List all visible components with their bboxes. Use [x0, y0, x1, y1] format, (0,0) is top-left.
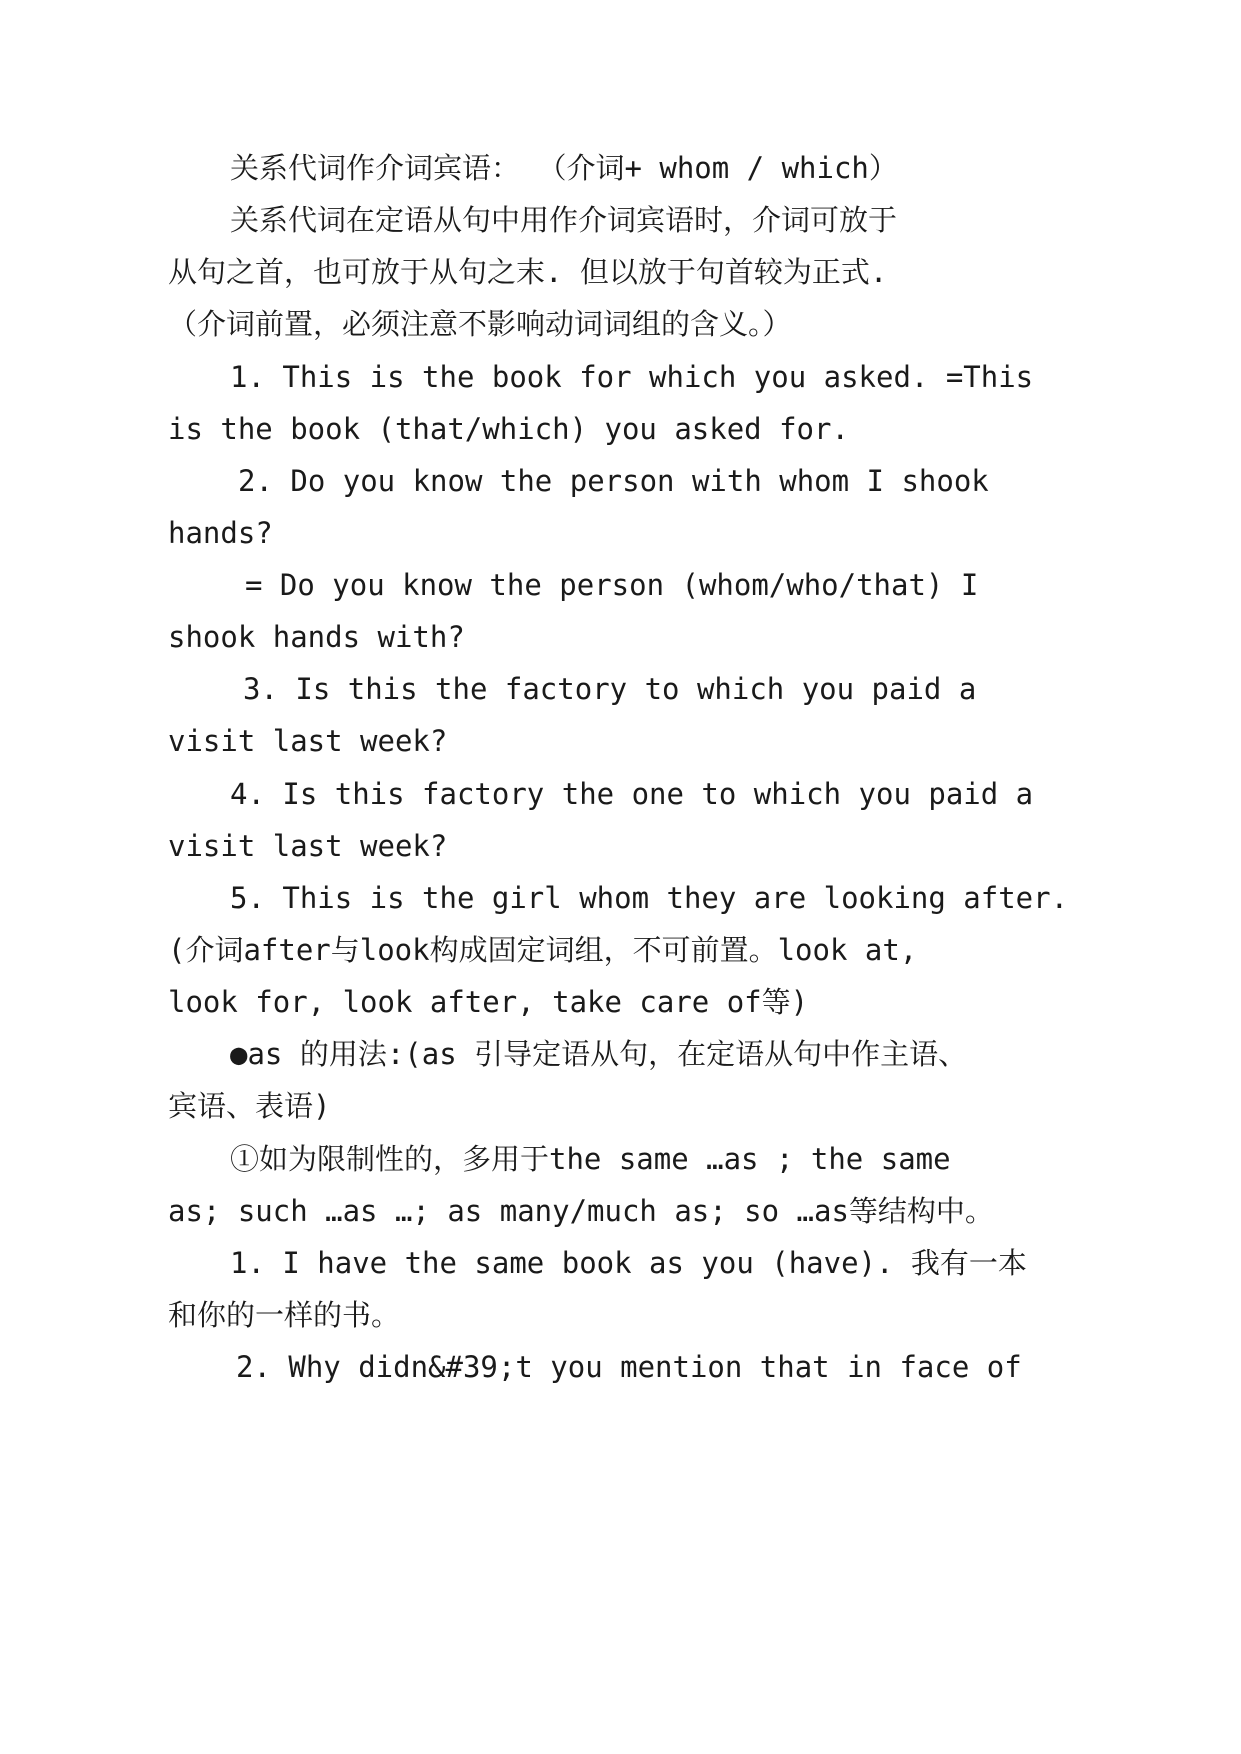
example-line: 和你的一样的书。 [168, 1298, 401, 1332]
example-line: = Do you know the person (whom/who/that) I [245, 568, 979, 602]
rule-line: as; such …as …; as many/much as; so …as等结构中。 [168, 1194, 994, 1228]
example-line: visit last week? [168, 724, 448, 758]
example-line: 2. Do you know the person with whom I shook [238, 464, 989, 498]
heading-line: 关系代词作介词宾语： （介词+ whom / which） [230, 151, 898, 185]
section-heading-line: ●as 的用法:(as 引导定语从句，在定语从句中作主语、 [230, 1037, 968, 1071]
example-line: 5. This is the girl whom they are looking after. [230, 881, 1069, 915]
example-line: 3. Is this the factory to which you paid a [243, 672, 977, 706]
example-line: 1. This is the book for which you asked. =This [230, 360, 1034, 394]
rule-line: ①如为限制性的，多用于the same …as ; the same [230, 1142, 951, 1176]
note-line: look for, look after, take care of等) [168, 985, 809, 1019]
note-line: (介词after与look构成固定词组，不可前置。look at, [168, 933, 918, 967]
example-line: is the book (that/which) you asked for. [168, 412, 849, 446]
example-line: shook hands with? [168, 620, 465, 654]
example-line: 4. Is this factory the one to which you paid a [230, 777, 1034, 811]
paragraph-line: （介词前置，必须注意不影响动词词组的含义。） [168, 307, 792, 341]
paragraph-line: 关系代词在定语从句中用作介词宾语时，介词可放于 [230, 203, 898, 237]
section-heading-line: 宾语、表语) [168, 1089, 331, 1123]
example-line: visit last week? [168, 829, 448, 863]
paragraph-line: 从句之首，也可放于从句之末. 但以放于句首较为正式. [168, 255, 888, 289]
example-line: hands? [168, 516, 273, 550]
example-line: 1. I have the same book as you (have). 我有一本 [230, 1246, 1027, 1280]
example-line: 2. Why didn&#39;t you mention that in face of [236, 1350, 1022, 1384]
